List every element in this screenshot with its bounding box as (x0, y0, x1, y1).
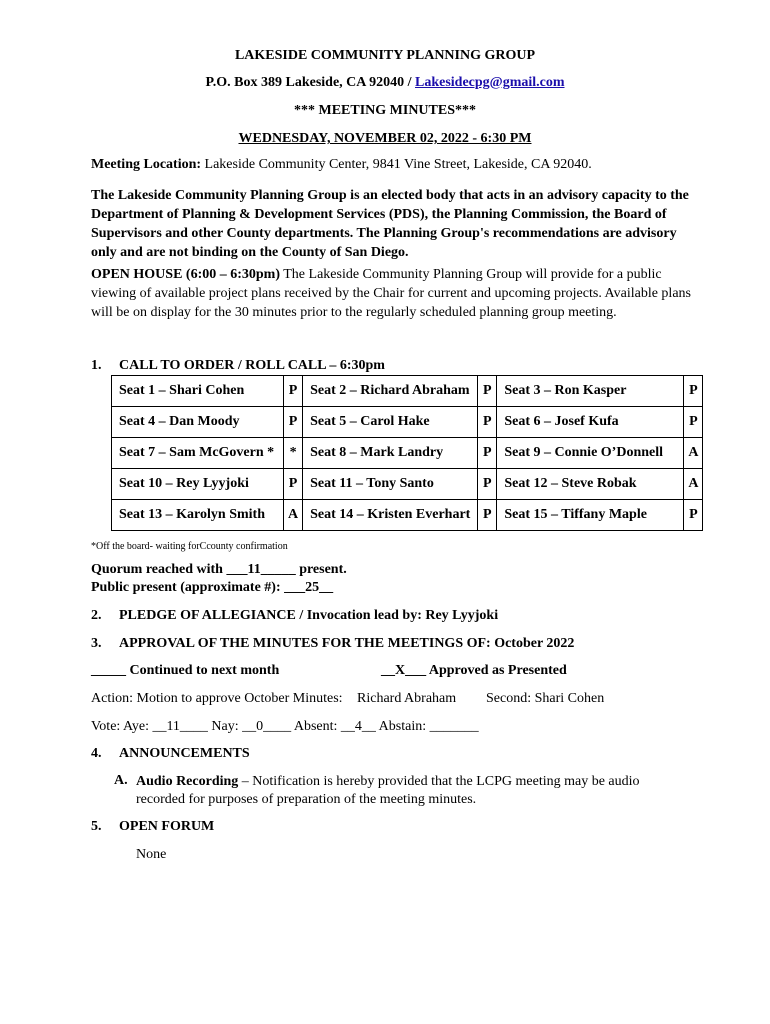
section-3-number: 3. (91, 636, 102, 651)
seat-name-cell: Seat 2 – Richard Abraham (303, 376, 478, 407)
seat-name-cell: Seat 12 – Steve Robak (497, 469, 684, 500)
intro-paragraph: The Lakeside Community Planning Group is an elected body that acts in an advisory capacity to the Department of Planning & Development Services (PDS), the Planning Commission, the Board of Supervisors and other County departments. The Planning Group's recommendations are advisory only and are not binding on the County of San Diego. (91, 188, 689, 260)
roll-row (112, 407, 703, 438)
attendance-status-cell: P (284, 469, 303, 500)
action-label: Action: Motion to approve October Minutes: (91, 691, 343, 706)
attendance-status-cell: P (478, 500, 497, 531)
roll-row (112, 376, 703, 407)
announcement-text: – Notification is hereby provided that the LCPG meeting may be audio recorded for purposes of preparation of the meeting minutes. (136, 774, 640, 807)
attendance-status-cell: P (478, 469, 497, 500)
seat-name-cell: Seat 13 – Karolyn Smith (112, 500, 284, 531)
quorum-line: Quorum reached with ___11_____ present. (91, 562, 347, 577)
seat-name-cell: Seat 15 – Tiffany Maple (497, 500, 684, 531)
section-1-number: 1. (91, 358, 102, 373)
attendance-status-cell: A (684, 438, 703, 469)
seat-name-cell: Seat 11 – Tony Santo (303, 469, 478, 500)
announcement-item (136, 773, 656, 809)
location-text: Lakeside Community Center, 9841 Vine Street, Lakeside, CA 92040. (201, 157, 592, 172)
address-line (0, 75, 770, 91)
roll-footnote: *Off the board- waiting forCcounty confirmation (91, 541, 288, 552)
section-4-number: 4. (91, 746, 102, 761)
section-5-number: 5. (91, 819, 102, 834)
roll-row (112, 438, 703, 469)
org-title: LAKESIDE COMMUNITY PLANNING GROUP (234, 48, 536, 63)
motion-by: Richard Abraham (357, 691, 457, 706)
section-2-title: PLEDGE OF ALLEGIANCE / Invocation lead by: Rey Lyyjoki (119, 608, 499, 623)
location-label: Meeting Location: (91, 157, 202, 172)
public-present-line: Public present (approximate #): ___25__ (91, 580, 334, 595)
approved-option: __X___ Approved as Presented (381, 663, 567, 678)
address-text: P.O. Box 389 Lakeside, CA 92040 / (205, 75, 415, 90)
seat-name-cell: Seat 1 – Shari Cohen (112, 376, 284, 407)
seat-name-cell: Seat 10 – Rey Lyyjoki (112, 469, 284, 500)
open-house-label: OPEN HOUSE (6:00 – 6:30pm) (91, 267, 280, 282)
attendance-status-cell: P (478, 407, 497, 438)
announcement-label: Audio Recording (136, 774, 239, 789)
roll-row (112, 469, 703, 500)
section-4-title: ANNOUNCEMENTS (119, 746, 250, 761)
seat-name-cell: Seat 3 – Ron Kasper (497, 376, 684, 407)
seat-name-cell: Seat 4 – Dan Moody (112, 407, 284, 438)
second-by: Second: Shari Cohen (486, 691, 605, 706)
attendance-status-cell: P (684, 407, 703, 438)
attendance-status-cell: P (478, 376, 497, 407)
continued-option: _____ Continued to next month (91, 663, 280, 678)
email-link[interactable]: Lakesidecpg@gmail.com (415, 75, 565, 90)
meeting-date: WEDNESDAY, NOVEMBER 02, 2022 - 6:30 PM (238, 131, 532, 146)
attendance-status-cell: A (284, 500, 303, 531)
seat-name-cell: Seat 6 – Josef Kufa (497, 407, 684, 438)
section-3-title: APPROVAL OF THE MINUTES FOR THE MEETINGS OF: October 2022 (119, 636, 575, 651)
attendance-status-cell: A (684, 469, 703, 500)
attendance-status-cell: P (284, 376, 303, 407)
seat-name-cell: Seat 5 – Carol Hake (303, 407, 478, 438)
section-2-number: 2. (91, 608, 102, 623)
seat-name-cell: Seat 8 – Mark Landry (303, 438, 478, 469)
attendance-status-cell: P (284, 407, 303, 438)
section-1-title: CALL TO ORDER / ROLL CALL – 6:30pm (119, 358, 385, 373)
section-5-title: OPEN FORUM (119, 819, 215, 834)
seat-name-cell: Seat 9 – Connie O’Donnell (497, 438, 684, 469)
doc-type: *** MEETING MINUTES*** (293, 103, 477, 118)
open-forum-text: None (136, 847, 167, 862)
vote-line: Vote: Aye: __11____ Nay: __0____ Absent: __4__ Abstain: _______ (91, 719, 479, 734)
seat-name-cell: Seat 7 – Sam McGovern * (112, 438, 284, 469)
attendance-status-cell: P (684, 376, 703, 407)
meeting-location (91, 157, 592, 173)
open-house-text: The Lakeside Community Planning Group will provide for a public viewing of available project plans received by the Chair for current and upcoming projects. Available plans will be on display for the 30 minutes prior to the regularly scheduled planning group meeting. (91, 267, 691, 320)
attendance-status-cell: P (684, 500, 703, 531)
seat-name-cell: Seat 14 – Kristen Everhart (303, 500, 478, 531)
open-house-paragraph (91, 265, 691, 322)
attendance-status-cell: P (478, 438, 497, 469)
roll-call-table (111, 375, 703, 531)
attendance-status-cell: * (284, 438, 303, 469)
roll-row (112, 500, 703, 531)
announcement-letter: A. (114, 773, 128, 788)
